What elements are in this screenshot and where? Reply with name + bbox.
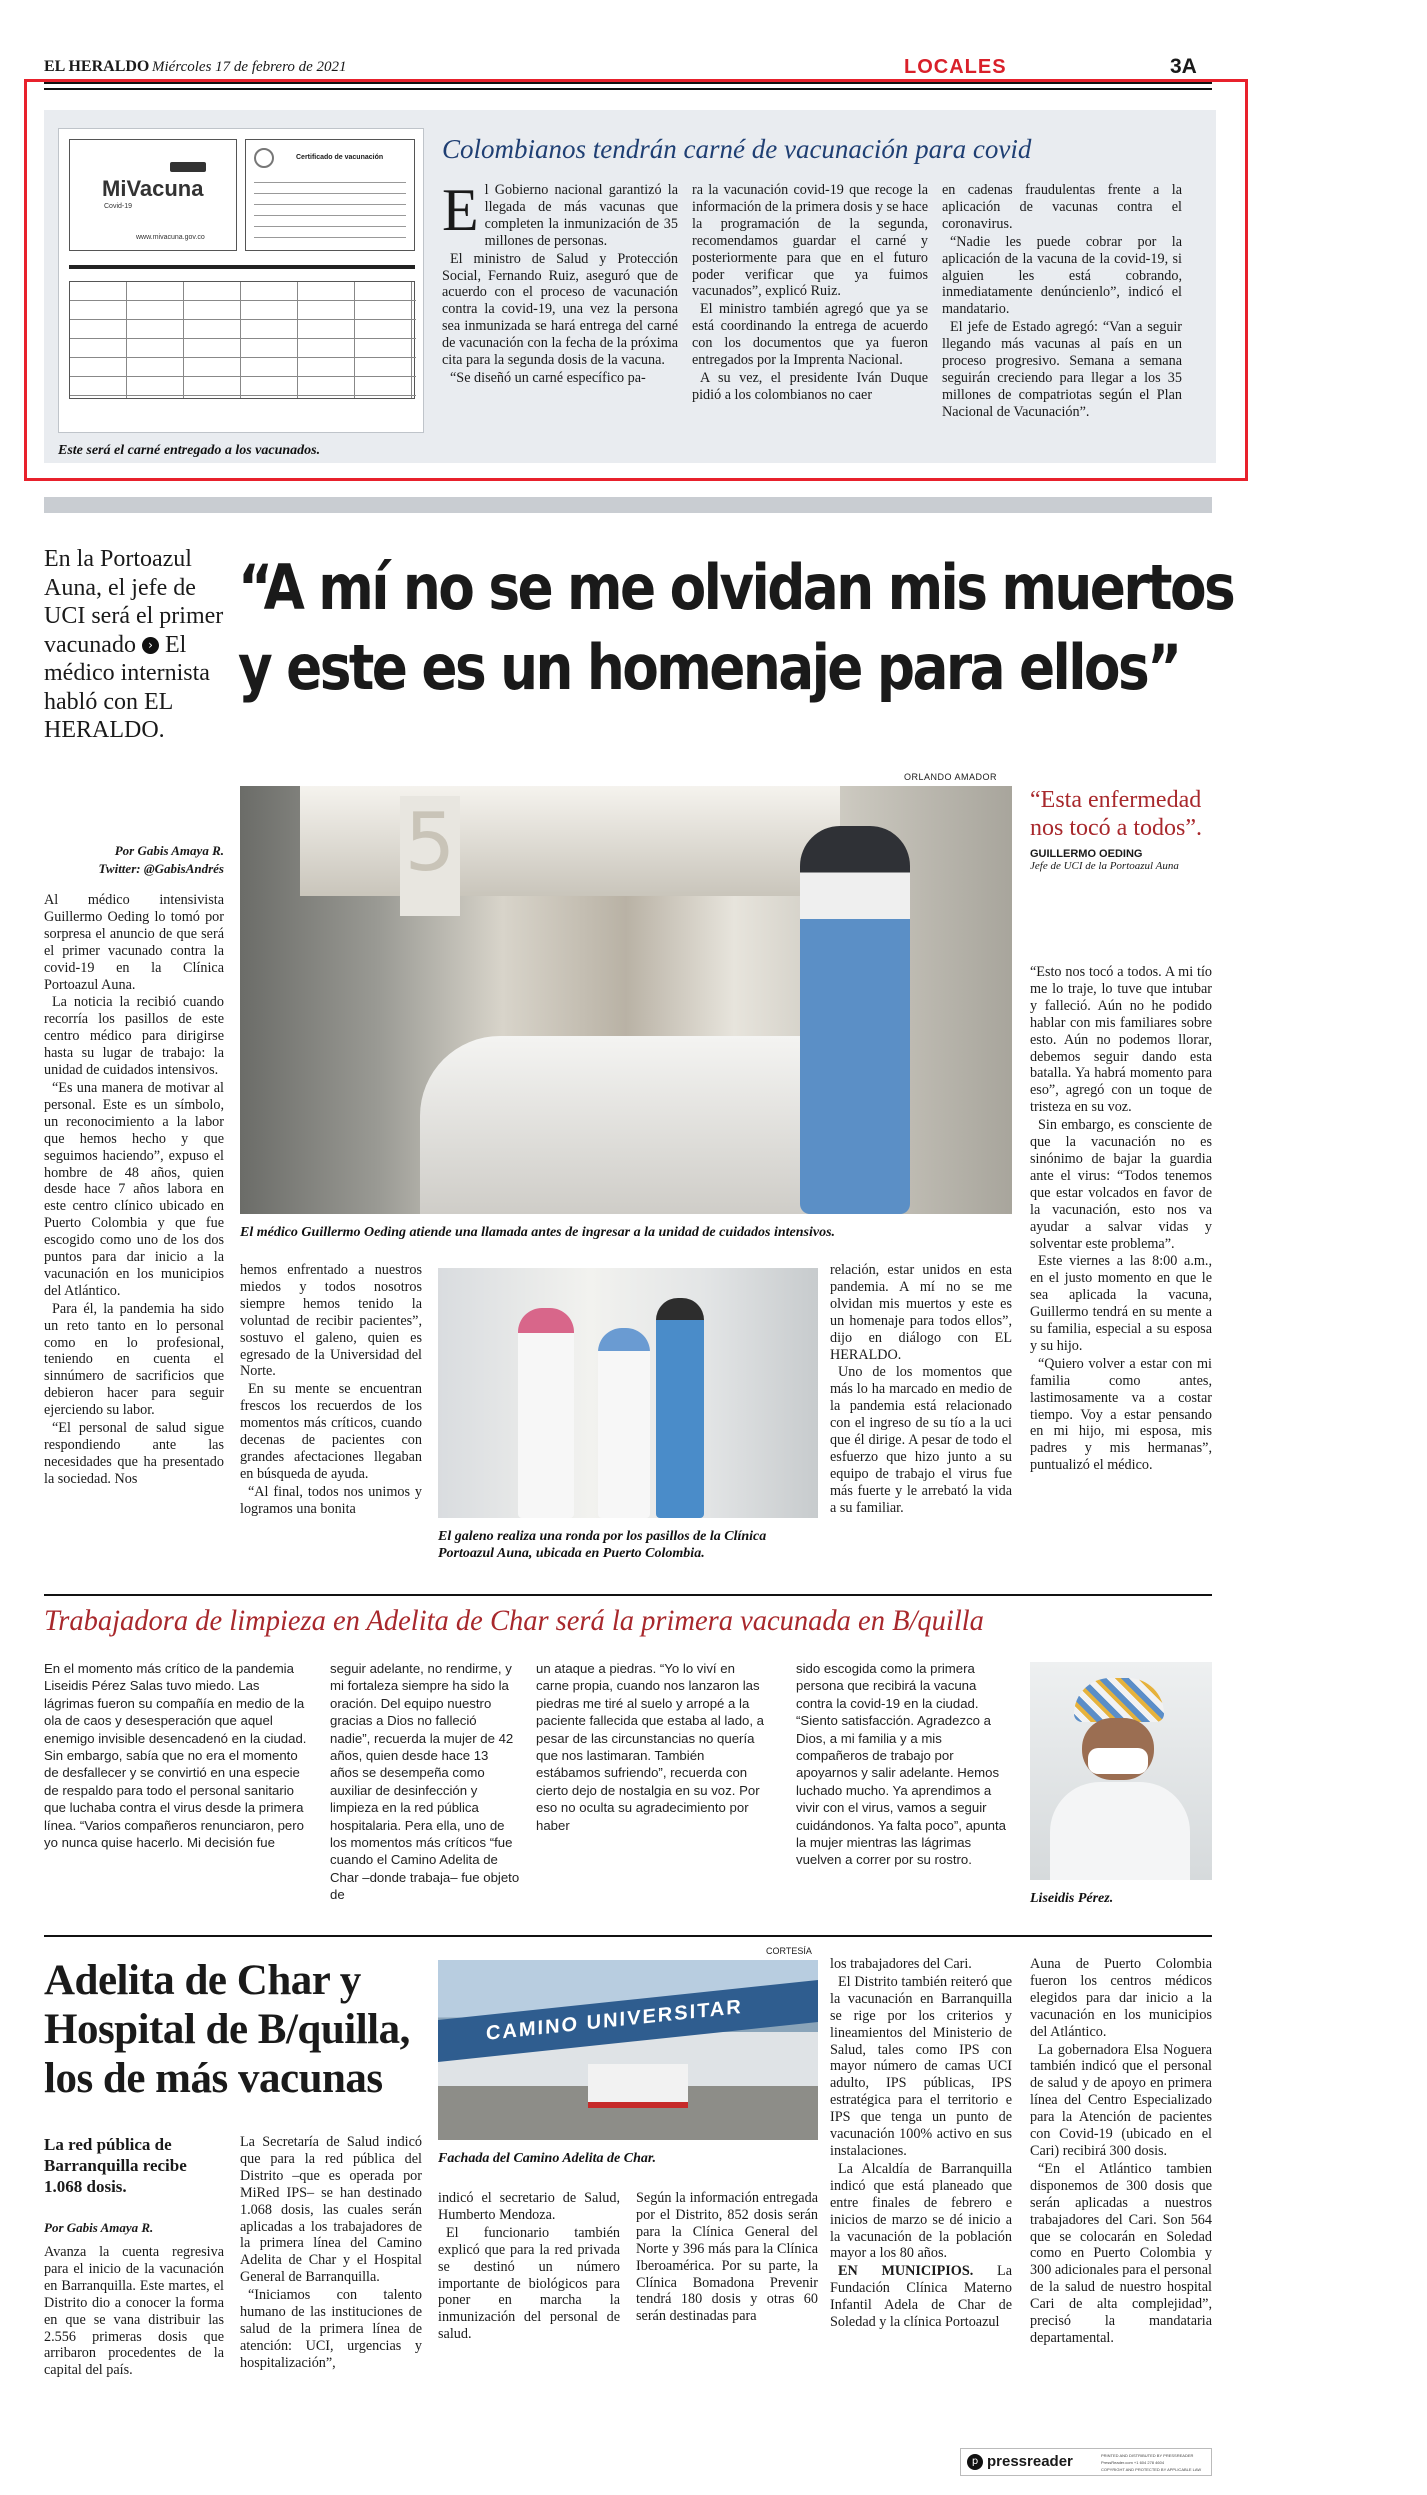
card-inside — [245, 139, 415, 251]
story2-byline — [44, 842, 224, 878]
headline-line-1: “A mí no se me olvidan mis muertos — [238, 551, 1234, 624]
story4-deck: La red pública de Barranquilla recibe 1.068 dosis. — [44, 2135, 187, 2196]
paragraph: “Se diseñó un carné específico pa- — [450, 369, 646, 386]
photo-doctor-2 — [656, 1298, 704, 1518]
main-photo-caption: El médico Guillermo Oeding atiende una llamada antes de ingresar a la unidad de cuidados intensivos. — [240, 1225, 836, 1240]
twitter-handle: Twitter: @GabisAndrés — [98, 861, 224, 876]
paragraph: El jefe de Estado agregó: “Van a seguir llegando más vacunas al país en un proceso progresivo. Semana a semana seguirán creciendo para llegar a los 35 millones de compatriotas según el Plan Nacional de Vacunación”. — [942, 319, 1182, 420]
paragraph: La gobernadora Elsa Noguera también indicó que el personal de salud y de apoyo en primera línea del Centro Especializado para la Atención de pacientes con Covid-19 (ubicado en el Cari) recibirá 300 dosis. — [1030, 2041, 1212, 2159]
paragraph: A su vez, el presidente Iván Duque pidió a los colombianos no caer — [692, 369, 928, 403]
byline: Por Gabis Amaya R. — [114, 843, 224, 858]
hospital-facade-photo — [438, 1960, 818, 2140]
paragraph-tail: La Fundación Clínica Materno Infantil Adela de Char de Soledad y la clínica Portoazul — [830, 2263, 1013, 2331]
card-table-rows — [70, 282, 416, 400]
story2-headline — [238, 548, 1234, 708]
card-caption: Este será el carné entregado a los vacunados. — [58, 443, 321, 458]
story3-title: Trabajadora de limpieza en Adelita de Char será la primera vacunada en B/quilla — [44, 1604, 984, 1637]
paragraph: La Alcaldía de Barranquilla indicó que está planeado que entre finales de febrero e inicios de marzo se dé inicio a la vacunación de la población mayor a los 80 años. — [830, 2160, 1012, 2262]
story4-column-6 — [1030, 1956, 1212, 2348]
paragraph: indicó el secretario de Salud, Humberto Mendoza. — [438, 2190, 620, 2223]
section-name: LOCALES — [904, 56, 1007, 78]
story1-column-2 — [692, 182, 928, 405]
card-front — [69, 139, 237, 251]
pressreader-logo-icon: p — [967, 2454, 983, 2470]
paragraph: Uno de los momentos que más lo ha marcado en medio de la pandemia está relacionado con el ingreso de su tío a la uci que él dirige. A pesar de todo el esfuerzo que hizo junto a su equipo de trabajo el virus fue más fuerte y le arrebató la vida a su familiar. — [830, 1364, 1012, 1516]
pull-quote-text: “Esta enfermedad nos tocó a todos”. — [1030, 787, 1202, 841]
colombia-seal-icon — [254, 148, 274, 168]
fine-print-line: PRINTED AND DISTRIBUTED BY PRESSREADER — [1101, 2453, 1194, 2458]
story1-column-1 — [442, 177, 678, 388]
card-dose-table — [69, 281, 415, 399]
paragraph: “Es una manera de motivar al personal. Este es un símbolo, un reconocimiento a la labor que hemos hecho y que seguimos haciendo”, expuso el hombre de 48 años, quien desde hace 7 años labora en este centro clínico ubicado en Puerto Colombia y que fue escogido como uno de los dos puntos para dar inicio a la vacunación en los municipios del Atlántico. — [44, 1079, 224, 1299]
paragraph: El Distrito también reiteró que la vacunación en Barranquilla se rige por los criterios y lineamientos del Ministerio de Salud, tales como IPS con mayor número de camas UCI adulto, IPS públicas, IPS estratégica para el territorio e IPS que tenga un punto de vacunación 100% activo en sus instalaciones. — [830, 1973, 1012, 2159]
story4-column-1 — [44, 2244, 224, 2380]
paragraph: “El personal de salud sigue respondiendo ante las necesidades que ha presentado la sociedad. Nos — [44, 1420, 224, 1487]
paragraph: “Quiero volver a estar con mi familia como antes, lastimosamente va a costar tiempo. Voy a estar pensando en mi hijo, mi esposa, mis padres y mis hermanas”, puntualizó el médico. — [1030, 1355, 1212, 1474]
paragraph: hemos enfrentado a nuestros miedos y todos nosotros siempre hemos tenido la voluntad de recibir pacientes”, sostuvo el galeno, quien es egresado de la Universidad del Norte. — [240, 1262, 422, 1380]
paragraph: “En el Atlántico tambien disponemos de 300 dosis que serán aplicadas a nuestros trabajadores del Cari. Son 564 que se colocarán en Soledad como en Puerto Colombia y 300 adicionales para el personal de la salud de nuestro hospital Cari de alta complejidad”, precisó la mandataria departamental. — [1030, 2160, 1212, 2346]
story3-column-1: En el momento más crítico de la pandemia Liseidis Pérez Salas tuvo miedo. Las lágrimas fueron su compañía en medio de la ola de caos y desesperación que aquel enemigo invisible desencadenó en la ciudad. Sin embargo, sabía que no era el momento de desfallecer y se convirtió en una especie de respaldo para todo el personal sanitario que luchaba contra el virus desde la primera línea. “Varios compañeros renunciaron, pero yo nunca quise hacerlo. Mi decisión fue — [44, 1661, 307, 1851]
paragraph: Avanza la cuenta regresiva para el inicio de la vacunación en Barranquilla. Este martes, el Distrito dio a conocer la forma en que se vana distribuir las 2.556 primeras dosis que arribaron procedentes de la capital del país. — [44, 2244, 224, 2379]
story3-column-2: seguir adelante, no rendirme, y mi fortaleza siempre ha sido la oración. Del equipo nuestro gracias a Dios no falleció nadie”, recuerda la mujer de 42 años, quien desde hace 13 años se desempeña como auxiliar de desinfección y limpieza en la red pública hospitalaria. Pera ella, uno de los momentos más críticos “fue cuando el Camino Adelita de Char –donde trabaja– fue objeto de — [330, 1661, 520, 1903]
story2-column-mid — [240, 1262, 422, 1519]
paragraph: Auna de Puerto Colombia fueron los centros médicos elegidos para dar inicio a la vacunación en los municipios del Atlántico. — [1030, 1956, 1212, 2040]
photo-wall-number: 5 — [400, 796, 460, 916]
story4-column-4 — [636, 2190, 818, 2326]
liseidis-portrait-photo — [1030, 1662, 1212, 1880]
photo-mask — [1088, 1748, 1148, 1774]
paragraph: La Secretaría de Salud indicó que para la red pública del Distrito –que es operada por MiRed IPS– se han destinado 1.068 dosis, las cuales serán aplicadas a los trabajadores de la primera línea del Camino Adelita de Char y el Hospital General de Barranquilla. — [240, 2134, 422, 2286]
story2-column-right — [1030, 964, 1212, 1475]
story1-column-3 — [942, 182, 1182, 422]
paragraph: relación, estar unidos en esta pandemia. A mí no se me olvidan mis muertos y este es un homenaje para todos ellos”, dijo en diálogo con EL HERALDO. — [830, 1262, 1012, 1363]
pull-quote-name: GUILLERMO OEDING — [1030, 848, 1143, 860]
paragraph: Según la información entregada por el Distrito, 852 dosis serán para la Clínica General del Norte y 396 más para la Clínica Iberoamérica. Por su parte, la Clínica Bomadona Prevenir tendrá 180 dosis y otras 60 serán destinadas para — [636, 2190, 818, 2325]
photo-nurse-1 — [518, 1308, 574, 1518]
paragraph — [830, 2263, 1012, 2331]
story4-column-2 — [240, 2134, 422, 2373]
page-number: 3A — [1170, 55, 1197, 78]
deck-text: En la Portoazul Auna, el jefe de UCI será el primer vacunado — [44, 546, 224, 658]
pull-quote-role: Jefe de UCI de la Portoazul Auna — [1030, 860, 1179, 872]
dropcap: E — [442, 177, 479, 243]
portrait-caption: Liseidis Pérez. — [1030, 1891, 1114, 1906]
paragraph: Para él, la pandemia ha sido un reto tanto en lo personal como en lo profesional, teniendo en cuenta el sinnúmero de sacrificios que debieron hacer para seguir ejerciendo su labor. — [44, 1300, 224, 1419]
paragraph: “Iniciamos con talento humano de las instituciones de salud de la primera línea de atención: UCI, urgencias y hospitalización”, — [240, 2287, 422, 2371]
vaccine-syringe-icon — [170, 162, 206, 172]
card-form-lines — [254, 172, 406, 242]
pressreader-brand: pressreader — [987, 2453, 1073, 2470]
story4-column-5 — [830, 1956, 1012, 2332]
story4-column-3 — [438, 2190, 620, 2344]
photo-doctor-figure — [800, 826, 910, 1214]
photo-credit: ORLANDO AMADOR — [904, 772, 998, 782]
story1-title: Colombianos tendrán carné de vacunación para covid — [442, 134, 1032, 164]
deck-text-2: El médico internista habló con EL HERALDO. — [44, 631, 210, 743]
doctor-hallway-photo — [240, 786, 1012, 1214]
paragraph: en cadenas fraudulentas frente a la aplicación de vacunas contra el coronavirus. — [942, 182, 1182, 232]
paragraph: Sin embargo, es consciente de que la vacunación no es sinónimo de bajar la guardia ante el virus: “Todos tenemos que estar volcados en favor de la vacunación, esto nos va ayudar a salvar vidas y solventar este problema”. — [1030, 1117, 1212, 1252]
story3-column-3: un ataque a piedras. “Yo lo viví en carne propia, cuando nos lanzaron las piedras me tiré al suelo y arropé a la paciente fallecida que estaba al lado, a pesar de las circunstancias no quería que nos lastimaran. También estábamos sufriendo”, recuerda con cierto dejo de nostalgia en su voz. Por eso no oculta su agradecimiento por haber — [536, 1661, 765, 1833]
paragraph: ra la vacunación covid-19 que recoge la información de la primera dosis y se hace la programación de la segunda, recomendamos guardar el carné y posteriormente para que en el futuro poder verificar que ya fuimos vacunados”, explicó Ruiz. — [692, 182, 928, 300]
photo-facade-sign — [438, 1980, 818, 2062]
fine-print-line: PressReader.com +1 604 278 4604 — [1101, 2460, 1165, 2465]
section-divider-bar — [44, 497, 1212, 513]
photo-ceiling-light — [300, 786, 840, 896]
photo-ambulance — [588, 2064, 688, 2108]
paragraph: El funcionario también explicó que para la red privada se destinó un número importante de biológicos para poner en marcha la inmunización del personal de salud. — [438, 2224, 620, 2343]
card-fold-line — [69, 265, 415, 269]
paragraph: El ministro de Salud y Protección Social, Fernando Ruiz, aseguró que de acuerdo con el proceso de vacunación contra la covid-19, una vez la persona sea inmunizada se hará entrega del carné de vacunación con la fecha de la próxima cita para la segunda dosis de la vacuna. — [442, 250, 678, 369]
card-certificate-label: Certificado de vacunación — [296, 154, 384, 161]
arrow-right-circle-icon: › — [142, 637, 159, 654]
pull-quote — [1030, 786, 1212, 872]
story2-column-left — [44, 892, 224, 1489]
story4-byline: Por Gabis Amaya R. — [44, 2220, 154, 2235]
paragraph: El ministro también agregó que ya se está coordinando la entrega de acuerdo con los documentos que ya fueron entregados por la Imprenta Nacional. — [692, 301, 928, 369]
fine-print-line: COPYRIGHT AND PROTECTED BY APPLICABLE LAW — [1101, 2467, 1202, 2472]
photo-nurse-2 — [598, 1328, 650, 1518]
photo-cap — [1074, 1678, 1164, 1722]
story2-deck — [44, 545, 224, 745]
paragraph: “Nadie les puede cobrar por la aplicación de la vacuna de la covid-19, si alguien les está cobrando, inmediatamente denúncienlo”, indicó el mandatario. — [942, 233, 1182, 318]
nurses-corridor-photo — [438, 1268, 818, 1518]
pressreader-fine-print — [1101, 2452, 1211, 2473]
vaccination-card-story — [44, 110, 1216, 463]
card-brand-sub: Covid-19 — [104, 203, 133, 210]
story2-column-mid-2 — [830, 1262, 1012, 1518]
paragraph: Al médico intensivista Guillermo Oeding lo tomó por sorpresa el anuncio de que será el primer vacunado contra la covid-19 en la Clínica Portoazul Auna. — [44, 892, 224, 993]
headline-line-2: y este es un homenaje para ellos” — [238, 631, 1180, 704]
photo-reception-counter — [420, 1036, 830, 1214]
paragraph: La noticia la recibió cuando recorría los pasillos de este centro médico para dirigirse hasta su lugar de trabajo: la unidad de cuidados intensivos. — [44, 994, 224, 1079]
story4-top-rule — [44, 1935, 1212, 1937]
story3-column-4: sido escogida como la primera persona que recibirá la vacuna contra la covid-19 en la ciudad. “Siento satisfacción. Agradezco a Dios, a mi familia y a mis compañeros de trabajo por apoyarnos y salir adelante. Hemos luchado mucho. Ya aprendimos a vivir con el virus, vamos a seguir cuidándonos. Ya falta poco”, apunta la mujer mientras las lágrimas vuelven a correr por su rostro. — [796, 1661, 1006, 1868]
card-brand: MiVacuna — [102, 176, 204, 201]
paragraph: l Gobierno nacional garantizó la llegada de más vacunas que completen la inmunización de 35 millones de personas. — [484, 182, 678, 249]
paragraph: “Esto nos tocó a todos. A mi tío me lo traje, lo tuve que intubar y falleció. Aún no he podido hablar con mis familiares sobre esto. Aún no podemos llorar, debemos seguir dando esta batalla. Ya habrá momento para eso”, agregó con un toque de tristeza en su voz. — [1030, 964, 1212, 1116]
story3-top-rule — [44, 1594, 1212, 1596]
photo-credit: CORTESÍA — [766, 1946, 812, 1956]
paragraph: “Al final, todos nos unimos y logramos una bonita — [240, 1483, 422, 1517]
story4-headline: Adelita de Char y Hospital de B/quilla, los de más vacunas — [44, 1957, 410, 2102]
facade-caption: Fachada del Camino Adelita de Char. — [438, 2151, 657, 2166]
paragraph: En su mente se encuentran frescos los recuerdos de los momentos más críticos, cuando decenas de pacientes con grandes afectaciones llegaban en búsqueda de ayuda. — [240, 1381, 422, 1482]
vaccination-card-image — [58, 128, 424, 433]
small-photo-caption: El galeno realiza una ronda por los pasillos de la Clínica Portoazul Auna, ubicada en Puerto Colombia. — [438, 1529, 767, 1561]
paragraph: Este viernes a las 8:00 a.m., en el justo momento en que le sea aplicada la vacuna, Guillermo tendrá en su mente a su familia, especial a su esposa y su hijo. — [1030, 1253, 1212, 1354]
card-url: www.mivacuna.gov.co — [136, 234, 205, 241]
facade-sign-text: CAMINO UNIVERSITAR — [486, 1995, 743, 2045]
header-date: Miércoles 17 de febrero de 2021 — [152, 59, 347, 75]
photo-gown — [1050, 1782, 1190, 1880]
masthead-name: EL HERALDO — [44, 58, 150, 75]
paragraph: los trabajadores del Cari. — [830, 1956, 972, 1972]
pressreader-footer — [960, 2448, 1212, 2476]
subhead-lead: EN MUNICIPIOS. — [838, 2263, 974, 2280]
